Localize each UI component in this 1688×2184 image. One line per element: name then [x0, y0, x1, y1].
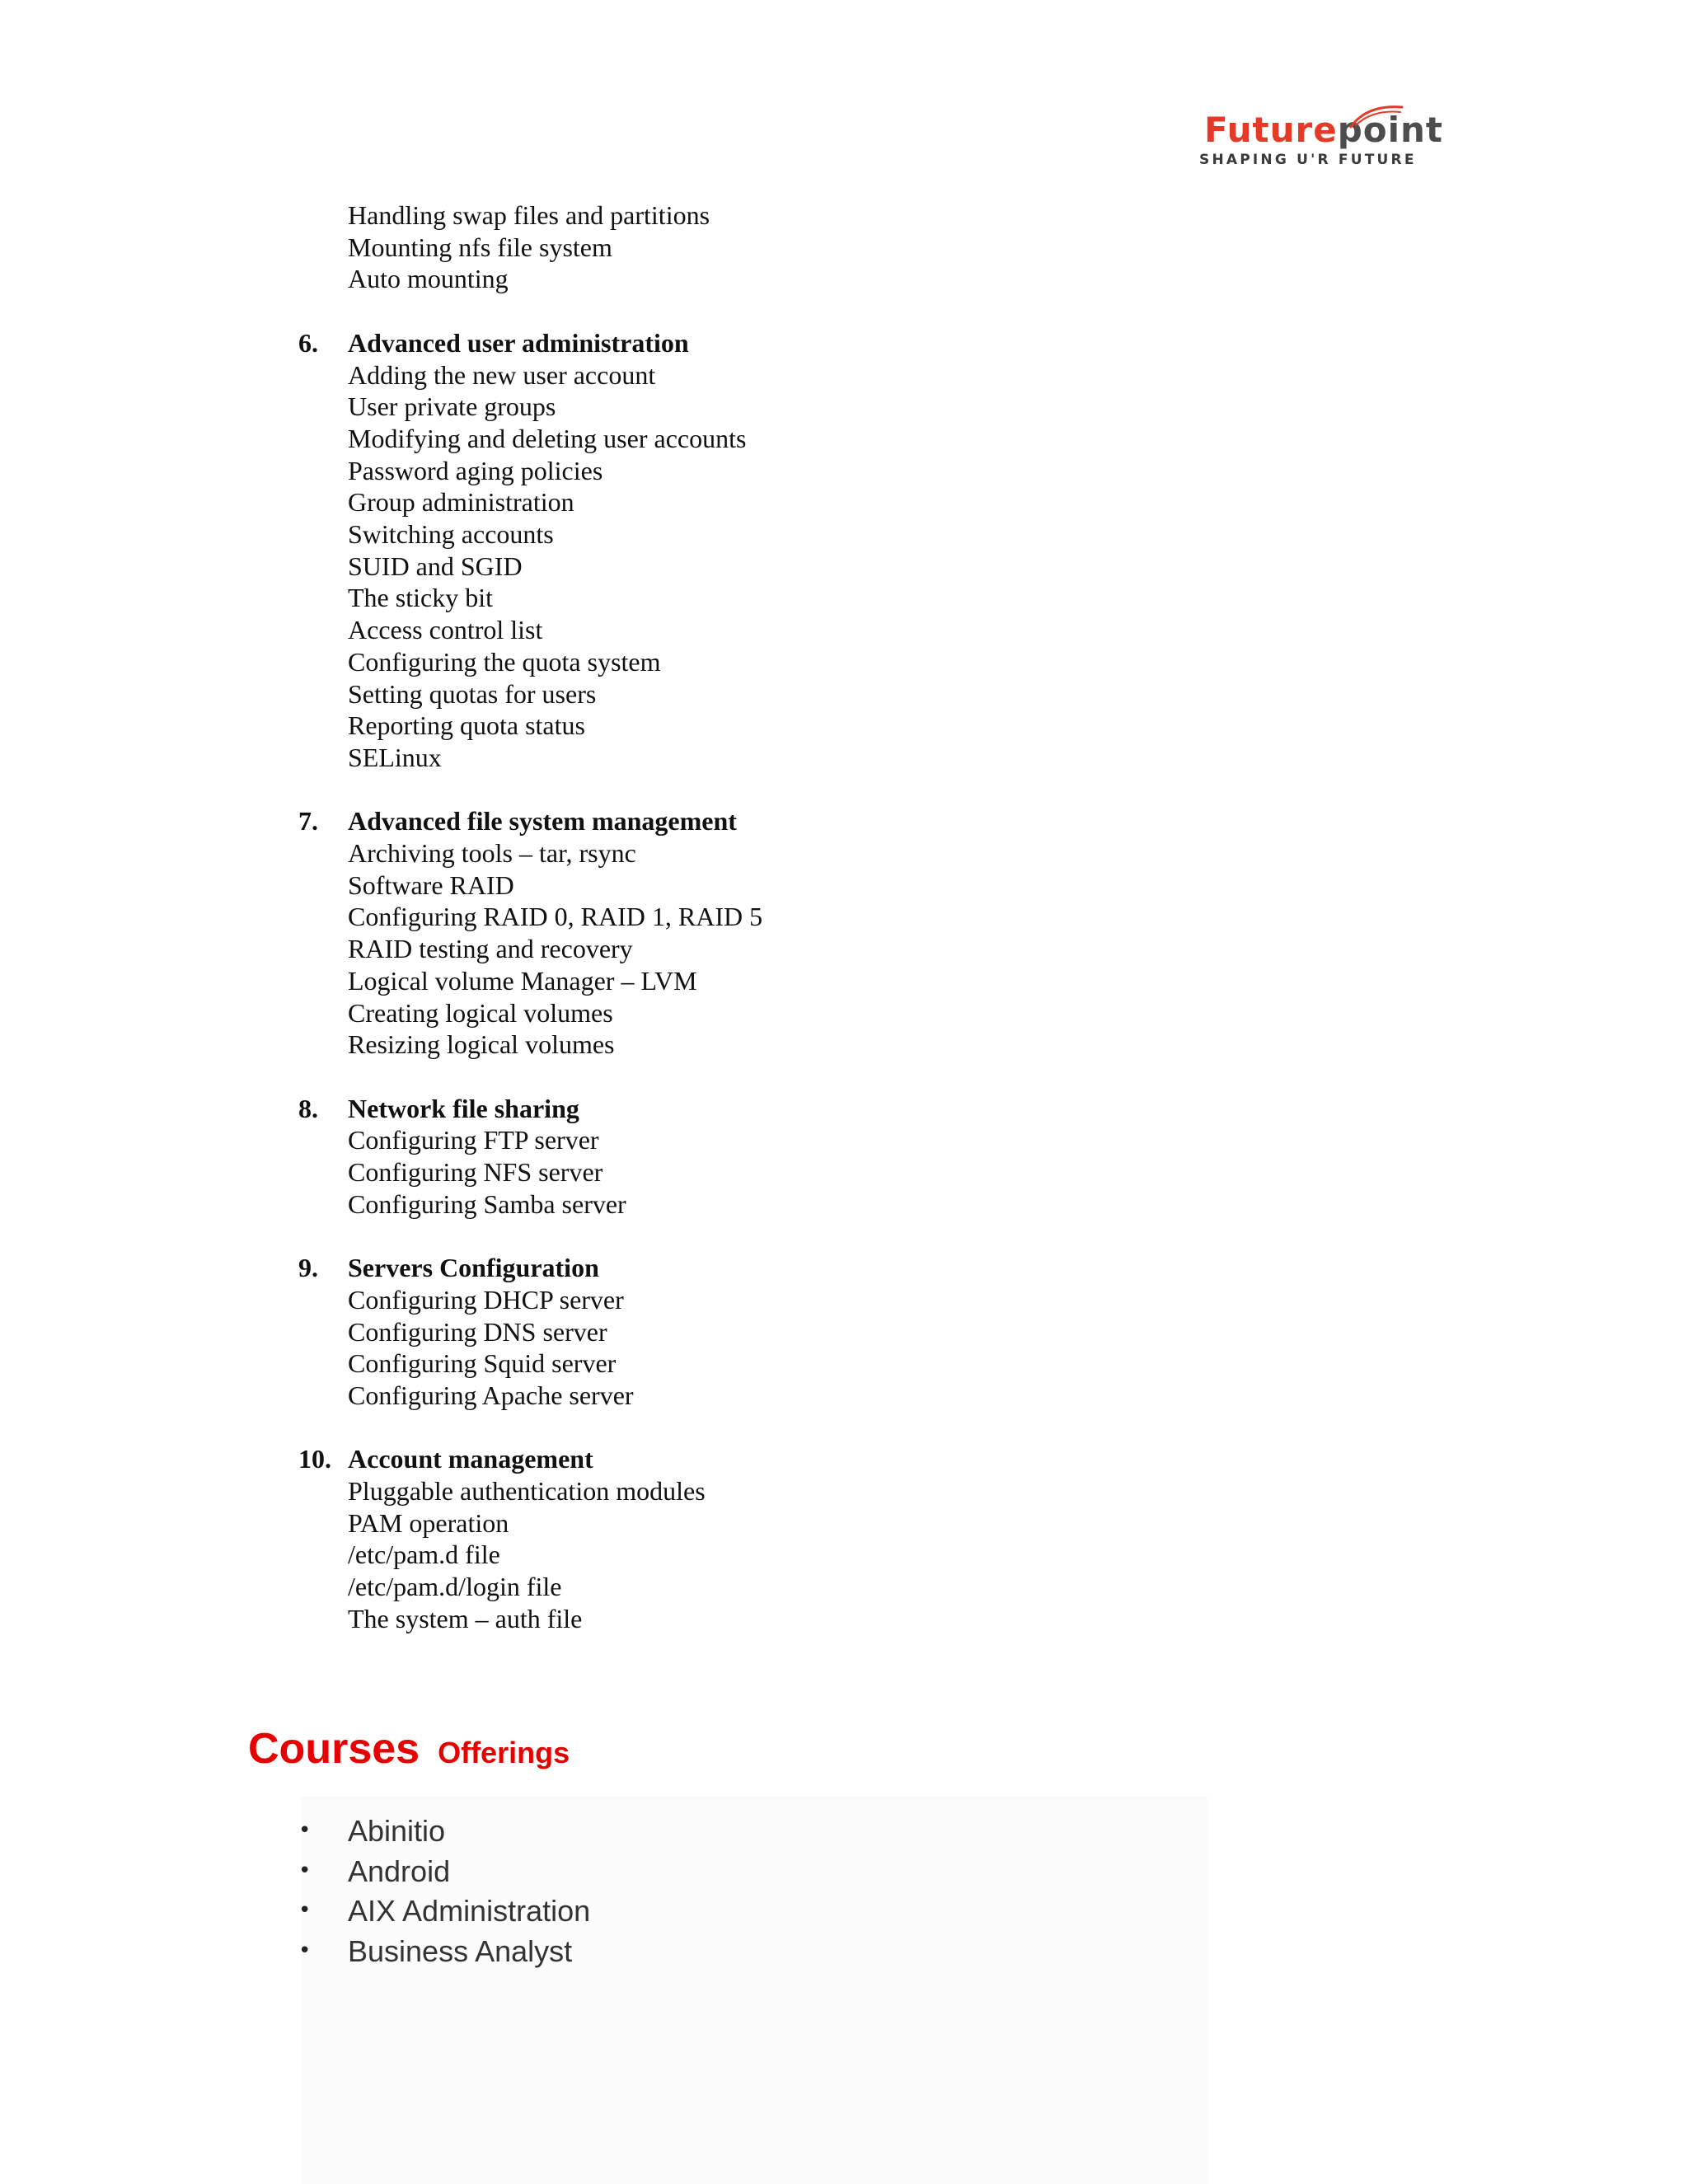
- section-heading: Advanced file system management: [348, 806, 737, 837]
- course-item: AIX Administration: [348, 1894, 591, 1928]
- bullet-icon: •: [298, 1818, 312, 1843]
- list-item: Creating logical volumes: [348, 997, 613, 1028]
- list-item: Handling swap files and partitions: [348, 200, 710, 230]
- list-item: /etc/pam.d/login file: [348, 1572, 562, 1602]
- bullet-icon: •: [298, 1938, 312, 1963]
- list-item: Setting quotas for users: [348, 678, 597, 709]
- list-item: Configuring Apache server: [348, 1380, 634, 1410]
- list-item: Group administration: [348, 487, 574, 518]
- logo-tagline: SHAPING U'R FUTURE: [1199, 152, 1417, 168]
- section-number: 10.: [298, 1444, 331, 1474]
- list-item: Adding the new user account: [348, 359, 656, 390]
- list-item: Configuring the quota system: [348, 646, 661, 677]
- section-number: 9.: [298, 1253, 318, 1283]
- list-item: The sticky bit: [348, 583, 493, 613]
- logo-word-point: point: [1337, 110, 1443, 150]
- list-item: SUID and SGID: [348, 551, 523, 581]
- logo-word-future: Future: [1204, 110, 1338, 150]
- section-heading: Network file sharing: [348, 1093, 579, 1123]
- list-item: Resizing logical volumes: [348, 1029, 615, 1060]
- course-item: Business Analyst: [348, 1933, 573, 1968]
- futurepoint-logo: [1199, 105, 1443, 173]
- list-item: Configuring Samba server: [348, 1188, 626, 1219]
- list-item: RAID testing and recovery: [348, 934, 633, 964]
- courses-heading-sub: Offerings: [438, 1736, 570, 1769]
- section-number: 7.: [298, 806, 318, 837]
- list-item: Configuring RAID 0, RAID 1, RAID 5: [348, 902, 763, 932]
- list-item: Switching accounts: [348, 519, 554, 549]
- list-item: Auto mounting: [348, 264, 509, 294]
- section-number: 6.: [298, 327, 318, 358]
- list-item: Reporting quota status: [348, 710, 585, 741]
- list-item: PAM operation: [348, 1507, 509, 1538]
- list-item: Modifying and deleting user accounts: [348, 423, 747, 453]
- section-heading: Account management: [348, 1444, 593, 1474]
- logo-swoosh-icon: [1348, 102, 1405, 130]
- list-item: SELinux: [348, 742, 442, 772]
- section-heading: Advanced user administration: [348, 327, 689, 358]
- list-item: Logical volume Manager – LVM: [348, 965, 697, 996]
- list-item: Password aging policies: [348, 455, 603, 485]
- list-item: Software RAID: [348, 869, 514, 900]
- logo-wordmark: [1204, 107, 1443, 153]
- list-item: Archiving tools – tar, rsync: [348, 838, 636, 868]
- list-item: Configuring DNS server: [348, 1316, 607, 1347]
- list-item: Configuring NFS server: [348, 1157, 603, 1187]
- list-item: Pluggable authentication modules: [348, 1476, 706, 1506]
- bullet-icon: •: [298, 1898, 312, 1923]
- courses-heading-main: Courses: [248, 1725, 420, 1773]
- list-item: Configuring FTP server: [348, 1125, 599, 1155]
- section-number: 8.: [298, 1093, 318, 1123]
- section-heading: Servers Configuration: [348, 1253, 599, 1283]
- list-item: Configuring Squid server: [348, 1348, 617, 1379]
- list-item: The system – auth file: [348, 1603, 583, 1633]
- list-item: Mounting nfs file system: [348, 232, 612, 262]
- list-item: Access control list: [348, 615, 543, 645]
- course-item: Abinitio: [348, 1814, 446, 1848]
- course-item: Android: [348, 1854, 451, 1888]
- list-item: User private groups: [348, 391, 556, 422]
- list-item: Configuring DHCP server: [348, 1284, 624, 1315]
- bullet-icon: •: [298, 1858, 312, 1883]
- courses-heading: [248, 1724, 570, 1774]
- list-item: /etc/pam.d file: [348, 1540, 500, 1570]
